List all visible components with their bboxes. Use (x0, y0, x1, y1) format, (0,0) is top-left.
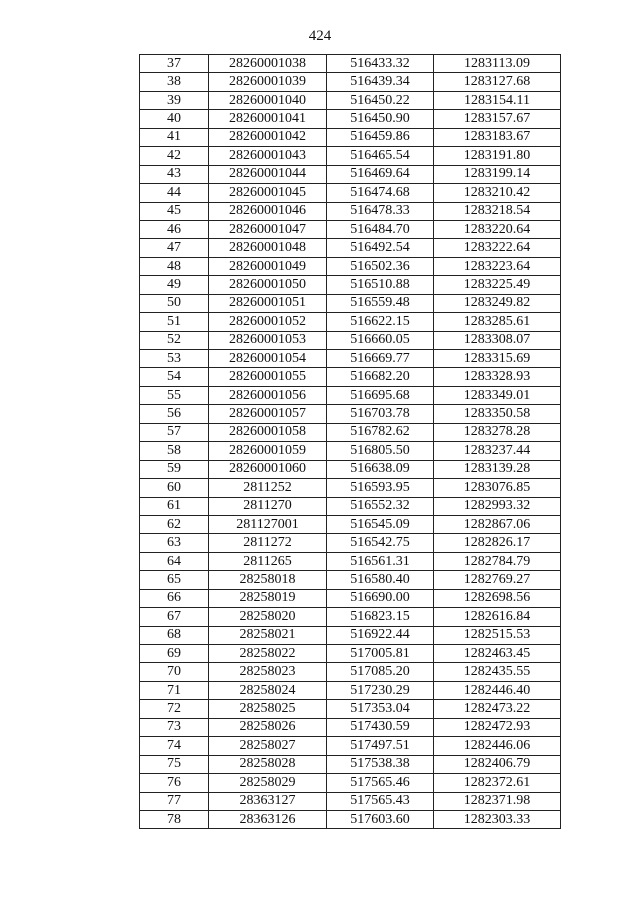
point-id-cell: 28260001051 (209, 294, 327, 312)
row-number-cell: 50 (140, 294, 209, 312)
row-number-cell: 64 (140, 552, 209, 570)
table-row (140, 534, 561, 552)
table-row (140, 73, 561, 91)
point-id-cell: 28260001058 (209, 423, 327, 441)
row-number-cell: 72 (140, 700, 209, 718)
x-coordinate-cell: 516478.33 (327, 202, 434, 220)
x-coordinate-cell: 517603.60 (327, 810, 434, 828)
row-number-cell: 56 (140, 405, 209, 423)
y-coordinate-cell: 1282303.33 (434, 810, 561, 828)
x-coordinate-cell: 516459.86 (327, 128, 434, 146)
row-number-cell: 62 (140, 515, 209, 533)
table-row (140, 479, 561, 497)
row-number-cell: 70 (140, 663, 209, 681)
y-coordinate-cell: 1283285.61 (434, 313, 561, 331)
y-coordinate-cell: 1283349.01 (434, 386, 561, 404)
table-row (140, 257, 561, 275)
table-body (140, 55, 561, 829)
point-id-cell: 28363126 (209, 810, 327, 828)
point-id-cell: 28258019 (209, 589, 327, 607)
row-number-cell: 38 (140, 73, 209, 91)
table-row (140, 350, 561, 368)
point-id-cell: 28260001049 (209, 257, 327, 275)
row-number-cell: 46 (140, 220, 209, 238)
point-id-cell: 28260001050 (209, 276, 327, 294)
x-coordinate-cell: 517353.04 (327, 700, 434, 718)
row-number-cell: 57 (140, 423, 209, 441)
table-row (140, 276, 561, 294)
point-id-cell: 28258029 (209, 774, 327, 792)
point-id-cell: 28258025 (209, 700, 327, 718)
row-number-cell: 77 (140, 792, 209, 810)
table-row (140, 460, 561, 478)
row-number-cell: 48 (140, 257, 209, 275)
row-number-cell: 73 (140, 718, 209, 736)
y-coordinate-cell: 1283278.28 (434, 423, 561, 441)
point-id-cell: 281127001 (209, 515, 327, 533)
x-coordinate-cell: 517005.81 (327, 645, 434, 663)
x-coordinate-cell: 517230.29 (327, 681, 434, 699)
y-coordinate-cell: 1282446.06 (434, 737, 561, 755)
y-coordinate-cell: 1283249.82 (434, 294, 561, 312)
point-id-cell: 28258018 (209, 571, 327, 589)
point-id-cell: 28258024 (209, 681, 327, 699)
table-row (140, 313, 561, 331)
row-number-cell: 61 (140, 497, 209, 515)
y-coordinate-cell: 1283139.28 (434, 460, 561, 478)
table-row (140, 755, 561, 773)
x-coordinate-cell: 516502.36 (327, 257, 434, 275)
table-row (140, 442, 561, 460)
row-number-cell: 78 (140, 810, 209, 828)
y-coordinate-cell: 1283076.85 (434, 479, 561, 497)
x-coordinate-cell: 516669.77 (327, 350, 434, 368)
x-coordinate-cell: 517565.43 (327, 792, 434, 810)
x-coordinate-cell: 516559.48 (327, 294, 434, 312)
row-number-cell: 52 (140, 331, 209, 349)
table-row (140, 774, 561, 792)
table-row (140, 386, 561, 404)
table-row (140, 368, 561, 386)
point-id-cell: 2811252 (209, 479, 327, 497)
row-number-cell: 40 (140, 110, 209, 128)
y-coordinate-cell: 1282769.27 (434, 571, 561, 589)
x-coordinate-cell: 516545.09 (327, 515, 434, 533)
x-coordinate-cell: 516682.20 (327, 368, 434, 386)
table-row (140, 645, 561, 663)
x-coordinate-cell: 516593.95 (327, 479, 434, 497)
table-row (140, 737, 561, 755)
y-coordinate-cell: 1282372.61 (434, 774, 561, 792)
y-coordinate-cell: 1283218.54 (434, 202, 561, 220)
point-id-cell: 28260001060 (209, 460, 327, 478)
point-id-cell: 2811272 (209, 534, 327, 552)
row-number-cell: 37 (140, 55, 209, 73)
x-coordinate-cell: 516660.05 (327, 331, 434, 349)
row-number-cell: 44 (140, 184, 209, 202)
table-row (140, 165, 561, 183)
table-row (140, 405, 561, 423)
table-row (140, 110, 561, 128)
table-row (140, 571, 561, 589)
table-row (140, 718, 561, 736)
y-coordinate-cell: 1283350.58 (434, 405, 561, 423)
x-coordinate-cell: 516469.64 (327, 165, 434, 183)
point-id-cell: 28260001056 (209, 386, 327, 404)
table-row (140, 147, 561, 165)
row-number-cell: 67 (140, 608, 209, 626)
x-coordinate-cell: 517085.20 (327, 663, 434, 681)
x-coordinate-cell: 516552.32 (327, 497, 434, 515)
row-number-cell: 60 (140, 479, 209, 497)
point-id-cell: 28258026 (209, 718, 327, 736)
y-coordinate-cell: 1283127.68 (434, 73, 561, 91)
x-coordinate-cell: 516695.68 (327, 386, 434, 404)
point-id-cell: 28258023 (209, 663, 327, 681)
point-id-cell: 28260001055 (209, 368, 327, 386)
row-number-cell: 59 (140, 460, 209, 478)
point-id-cell: 28260001052 (209, 313, 327, 331)
y-coordinate-cell: 1282826.17 (434, 534, 561, 552)
x-coordinate-cell: 516484.70 (327, 220, 434, 238)
row-number-cell: 41 (140, 128, 209, 146)
point-id-cell: 28260001059 (209, 442, 327, 460)
point-id-cell: 28258028 (209, 755, 327, 773)
row-number-cell: 43 (140, 165, 209, 183)
table-row (140, 91, 561, 109)
table-row (140, 626, 561, 644)
x-coordinate-cell: 516638.09 (327, 460, 434, 478)
table-row (140, 681, 561, 699)
table-row (140, 810, 561, 828)
point-id-cell: 28260001046 (209, 202, 327, 220)
y-coordinate-cell: 1282435.55 (434, 663, 561, 681)
y-coordinate-cell: 1282463.45 (434, 645, 561, 663)
y-coordinate-cell: 1283315.69 (434, 350, 561, 368)
row-number-cell: 45 (140, 202, 209, 220)
y-coordinate-cell: 1283113.09 (434, 55, 561, 73)
y-coordinate-cell: 1283183.67 (434, 128, 561, 146)
point-id-cell: 28260001038 (209, 55, 327, 73)
table-row (140, 663, 561, 681)
y-coordinate-cell: 1283328.93 (434, 368, 561, 386)
row-number-cell: 68 (140, 626, 209, 644)
table-row (140, 497, 561, 515)
x-coordinate-cell: 517430.59 (327, 718, 434, 736)
table-row (140, 55, 561, 73)
point-id-cell: 28260001041 (209, 110, 327, 128)
y-coordinate-cell: 1283157.67 (434, 110, 561, 128)
table-row (140, 515, 561, 533)
row-number-cell: 76 (140, 774, 209, 792)
row-number-cell: 54 (140, 368, 209, 386)
point-id-cell: 28260001043 (209, 147, 327, 165)
y-coordinate-cell: 1283154.11 (434, 91, 561, 109)
y-coordinate-cell: 1282784.79 (434, 552, 561, 570)
table-row (140, 239, 561, 257)
x-coordinate-cell: 516510.88 (327, 276, 434, 294)
x-coordinate-cell: 516433.32 (327, 55, 434, 73)
point-id-cell: 28260001054 (209, 350, 327, 368)
table-row (140, 608, 561, 626)
point-id-cell: 28258021 (209, 626, 327, 644)
point-id-cell: 28260001039 (209, 73, 327, 91)
y-coordinate-cell: 1282473.22 (434, 700, 561, 718)
row-number-cell: 74 (140, 737, 209, 755)
row-number-cell: 65 (140, 571, 209, 589)
table-row (140, 792, 561, 810)
row-number-cell: 63 (140, 534, 209, 552)
y-coordinate-cell: 1283210.42 (434, 184, 561, 202)
table-row (140, 589, 561, 607)
point-id-cell: 28260001057 (209, 405, 327, 423)
point-id-cell: 28258020 (209, 608, 327, 626)
row-number-cell: 71 (140, 681, 209, 699)
x-coordinate-cell: 516580.40 (327, 571, 434, 589)
x-coordinate-cell: 516823.15 (327, 608, 434, 626)
row-number-cell: 42 (140, 147, 209, 165)
x-coordinate-cell: 517565.46 (327, 774, 434, 792)
point-id-cell: 28260001048 (209, 239, 327, 257)
table-row (140, 552, 561, 570)
y-coordinate-cell: 1282616.84 (434, 608, 561, 626)
y-coordinate-cell: 1283220.64 (434, 220, 561, 238)
y-coordinate-cell: 1282406.79 (434, 755, 561, 773)
page-number: 424 (308, 28, 332, 44)
row-number-cell: 49 (140, 276, 209, 294)
x-coordinate-cell: 516450.22 (327, 91, 434, 109)
point-id-cell: 28260001045 (209, 184, 327, 202)
x-coordinate-cell: 517497.51 (327, 737, 434, 755)
point-id-cell: 2811265 (209, 552, 327, 570)
x-coordinate-cell: 516622.15 (327, 313, 434, 331)
x-coordinate-cell: 516561.31 (327, 552, 434, 570)
table-row (140, 700, 561, 718)
y-coordinate-cell: 1282698.56 (434, 589, 561, 607)
row-number-cell: 39 (140, 91, 209, 109)
point-id-cell: 28258022 (209, 645, 327, 663)
x-coordinate-cell: 516805.50 (327, 442, 434, 460)
point-id-cell: 28260001053 (209, 331, 327, 349)
y-coordinate-cell: 1283199.14 (434, 165, 561, 183)
x-coordinate-cell: 516439.34 (327, 73, 434, 91)
y-coordinate-cell: 1282371.98 (434, 792, 561, 810)
y-coordinate-cell: 1282515.53 (434, 626, 561, 644)
x-coordinate-cell: 516492.54 (327, 239, 434, 257)
row-number-cell: 58 (140, 442, 209, 460)
x-coordinate-cell: 516542.75 (327, 534, 434, 552)
x-coordinate-cell: 516922.44 (327, 626, 434, 644)
point-id-cell: 28363127 (209, 792, 327, 810)
y-coordinate-cell: 1282867.06 (434, 515, 561, 533)
table-row (140, 128, 561, 146)
x-coordinate-cell: 516450.90 (327, 110, 434, 128)
y-coordinate-cell: 1283237.44 (434, 442, 561, 460)
row-number-cell: 75 (140, 755, 209, 773)
point-id-cell: 28260001040 (209, 91, 327, 109)
point-id-cell: 28260001044 (209, 165, 327, 183)
row-number-cell: 47 (140, 239, 209, 257)
point-id-cell: 28258027 (209, 737, 327, 755)
table-row (140, 202, 561, 220)
x-coordinate-cell: 517538.38 (327, 755, 434, 773)
point-id-cell: 28260001042 (209, 128, 327, 146)
row-number-cell: 53 (140, 350, 209, 368)
x-coordinate-cell: 516782.62 (327, 423, 434, 441)
x-coordinate-cell: 516465.54 (327, 147, 434, 165)
table-row (140, 423, 561, 441)
table-row (140, 220, 561, 238)
y-coordinate-cell: 1282993.32 (434, 497, 561, 515)
point-id-cell: 2811270 (209, 497, 327, 515)
row-number-cell: 66 (140, 589, 209, 607)
table-row (140, 184, 561, 202)
y-coordinate-cell: 1283191.80 (434, 147, 561, 165)
y-coordinate-cell: 1283225.49 (434, 276, 561, 294)
row-number-cell: 69 (140, 645, 209, 663)
coordinates-table (139, 54, 561, 829)
y-coordinate-cell: 1282472.93 (434, 718, 561, 736)
table-row (140, 331, 561, 349)
y-coordinate-cell: 1282446.40 (434, 681, 561, 699)
y-coordinate-cell: 1283308.07 (434, 331, 561, 349)
y-coordinate-cell: 1283222.64 (434, 239, 561, 257)
x-coordinate-cell: 516690.00 (327, 589, 434, 607)
x-coordinate-cell: 516474.68 (327, 184, 434, 202)
point-id-cell: 28260001047 (209, 220, 327, 238)
y-coordinate-cell: 1283223.64 (434, 257, 561, 275)
row-number-cell: 55 (140, 386, 209, 404)
x-coordinate-cell: 516703.78 (327, 405, 434, 423)
row-number-cell: 51 (140, 313, 209, 331)
table-row (140, 294, 561, 312)
